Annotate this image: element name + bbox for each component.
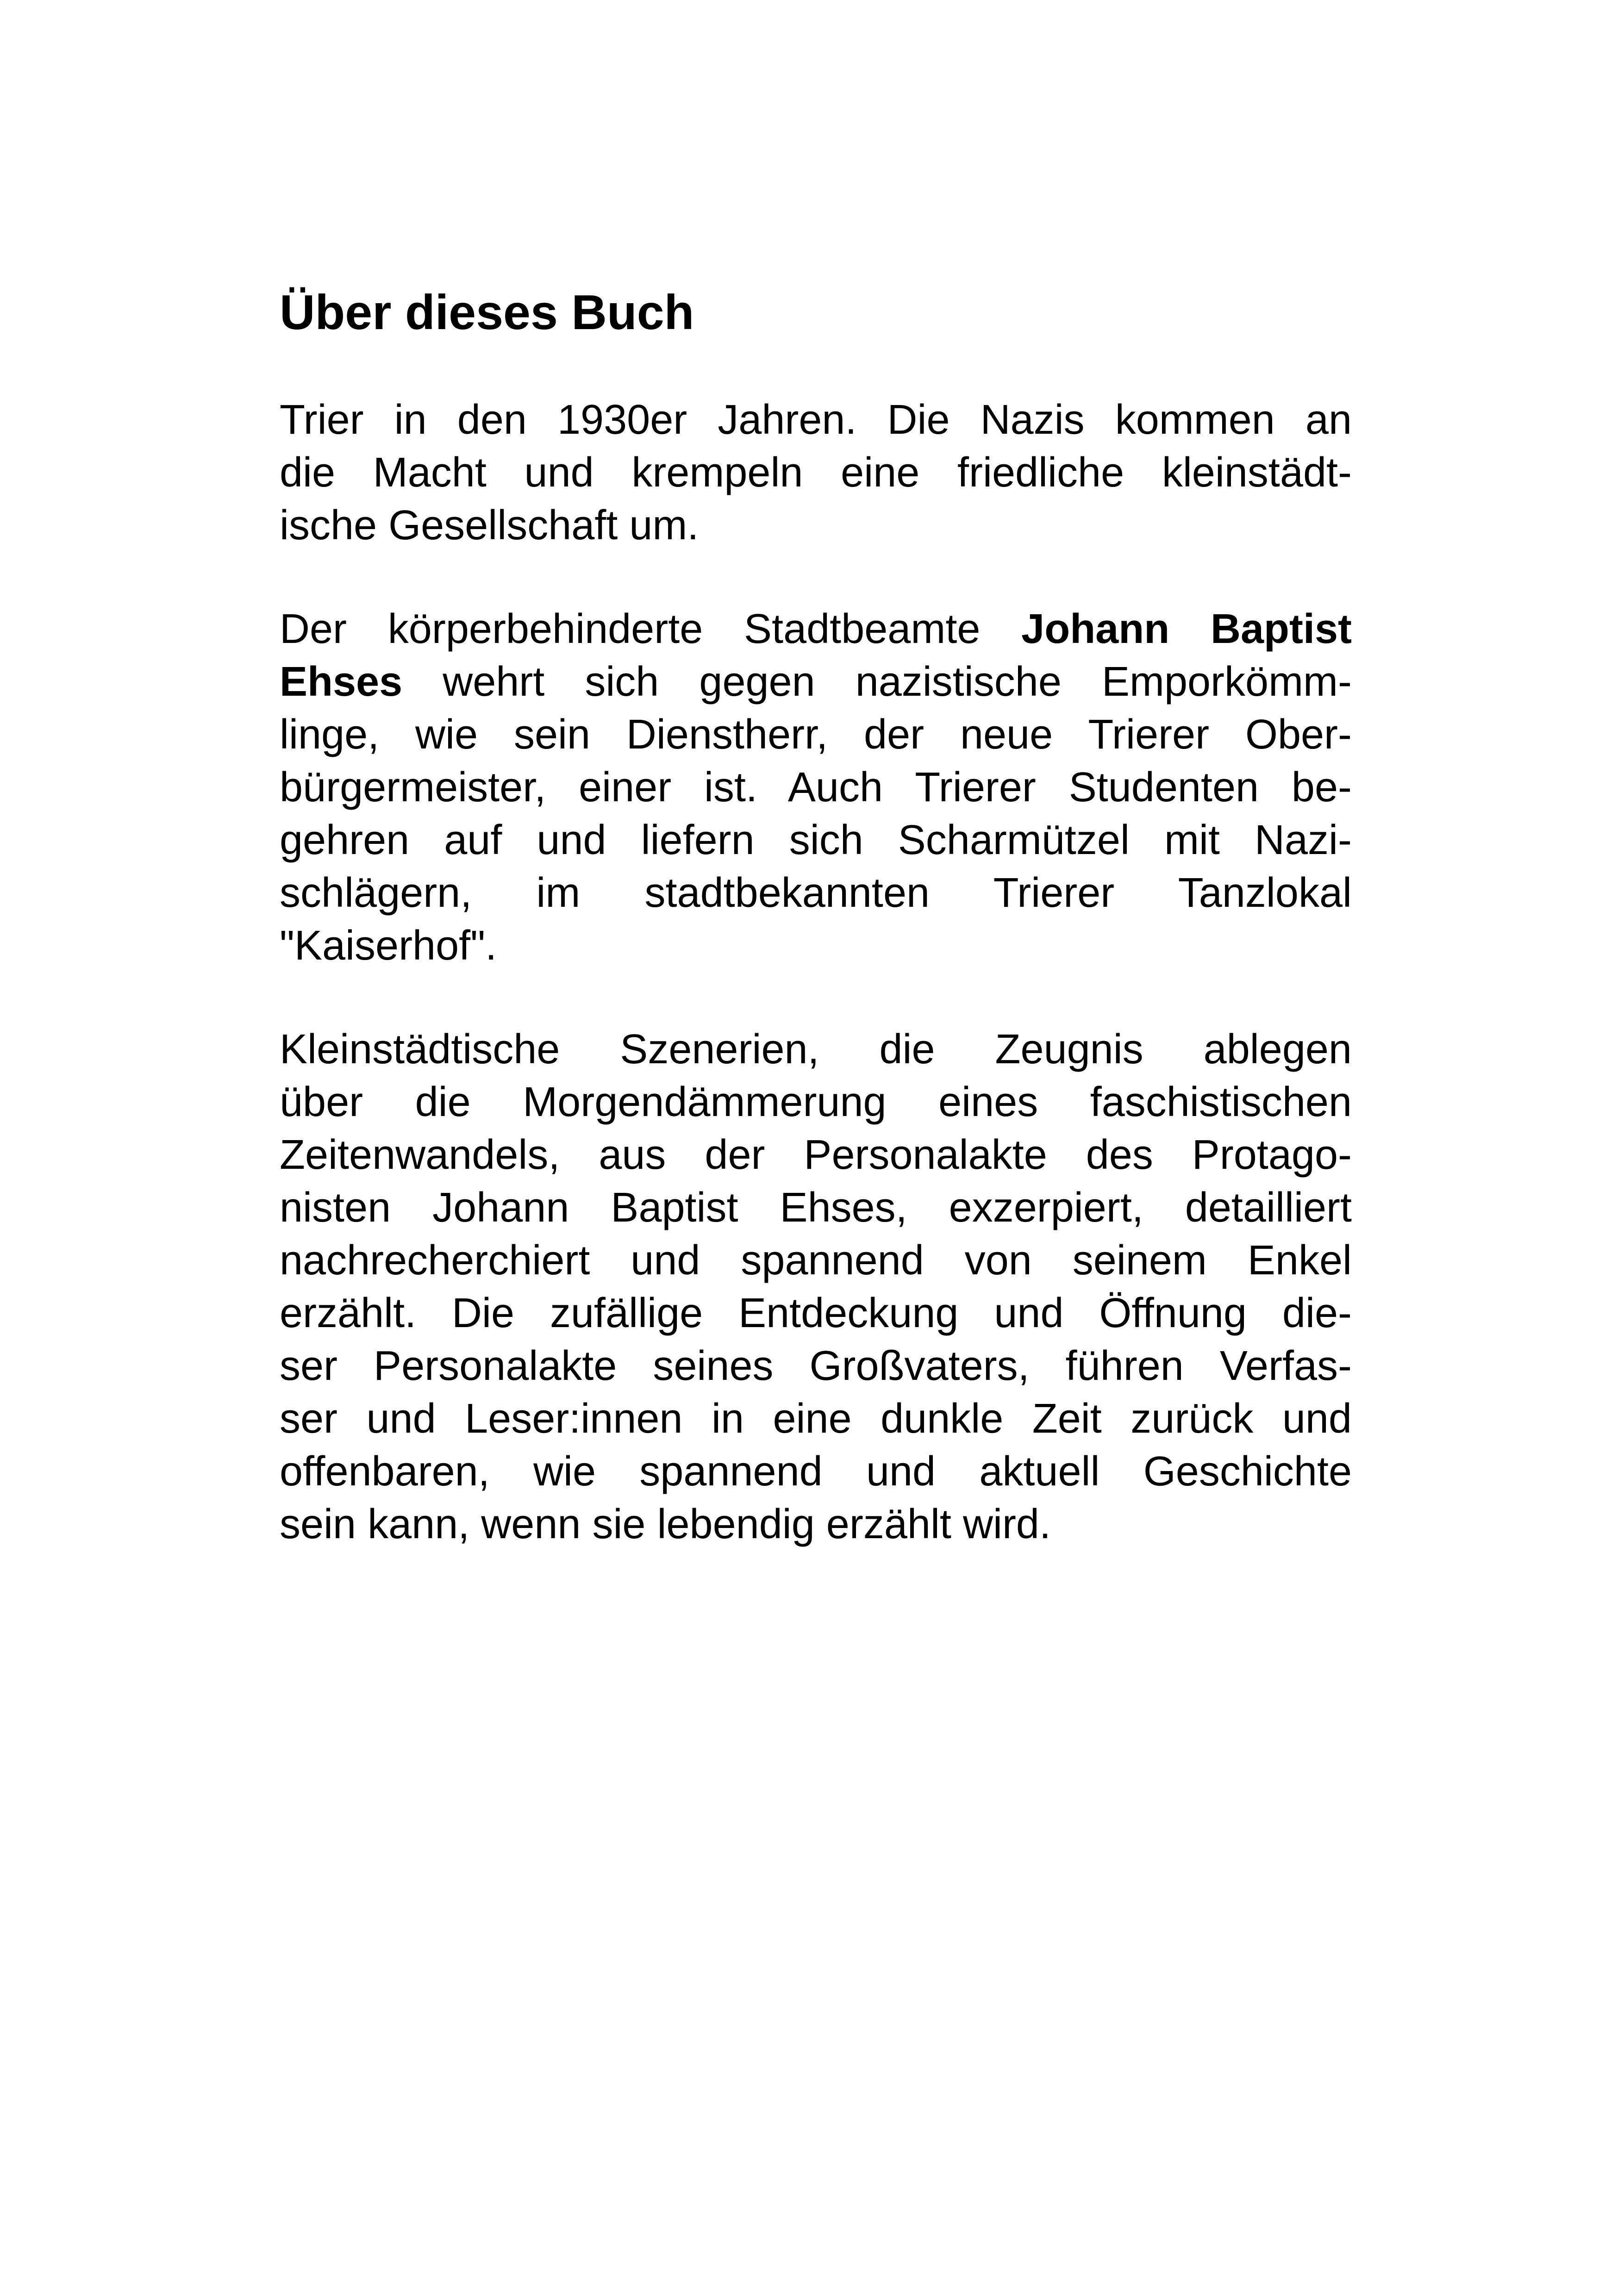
text-line [280,1445,1352,1498]
text-segment: Der körperbehinderte Stadtbeamte [280,606,1022,652]
text-segment: nachrecherchiert und spannend von seinem Enkel [280,1237,1352,1284]
text-segment: sein kann, wenn sie lebendig erzählt wird. [280,1501,1051,1547]
bold-name-text: Johann Baptist [1021,606,1352,652]
text-line [280,761,1352,814]
text-line [280,1181,1352,1234]
text-segment: Trier in den 1930er Jahren. Die Nazis kommen an [280,397,1352,443]
book-description [280,282,1352,1602]
text-segment: Kleinstädtische Szenerien, die Zeugnis ablegen [280,1026,1352,1073]
text-line [280,1392,1352,1445]
text-line [280,1076,1352,1129]
text-line [280,1234,1352,1287]
text-segment: die Macht und krempeln eine friedliche kleinstädt- [280,449,1352,496]
text-line [280,708,1352,761]
text-line [280,655,1352,708]
page-title: Über dieses Buch [280,285,694,340]
text-segment: über die Morgendämmerung eines faschistischen [280,1079,1352,1125]
paragraph [280,603,1352,972]
text-line [280,1129,1352,1181]
text-line [280,814,1352,867]
text-line [280,1287,1352,1340]
text-segment: ser und Leser:innen in eine dunkle Zeit zurück und [280,1396,1352,1442]
text-segment: bürgermeister, einer ist. Auch Trierer Studenten be- [280,764,1352,811]
body-text [280,393,1352,1551]
text-line [280,499,1352,552]
text-segment: wehrt sich gegen nazistische Emporkömm- [402,659,1352,705]
text-segment: offenbaren, wie spannend und aktuell Geschichte [280,1448,1352,1495]
text-segment: erzählt. Die zufällige Entdeckung und Öffnung die- [280,1290,1352,1336]
text-line [280,867,1352,919]
text-line [280,393,1352,446]
text-segment: ser Personalakte seines Großvaters, führen Verfas- [280,1343,1352,1389]
text-line [280,1498,1352,1551]
text-line [280,1023,1352,1076]
text-line [280,446,1352,499]
text-segment: nisten Johann Baptist Ehses, exzerpiert, detailliert [280,1185,1352,1231]
text-segment: ische Gesellschaft um. [280,502,699,549]
text-segment: "Kaiserhof". [280,923,497,969]
text-segment: gehren auf und liefern sich Scharmützel mit Nazi- [280,817,1352,863]
text-segment: linge, wie sein Dienstherr, der neue Trierer Ober- [280,711,1352,758]
text-line [280,1340,1352,1392]
text-line [280,919,1352,972]
text-segment: schlägern, im stadtbekannten Trierer Tanzlokal [280,870,1352,916]
bold-name-text: Ehses [280,659,403,705]
text-segment: Zeitenwandels, aus der Personalakte des Protago- [280,1132,1352,1178]
text-line [280,603,1352,655]
paragraph [280,393,1352,552]
paragraph [280,1023,1352,1551]
